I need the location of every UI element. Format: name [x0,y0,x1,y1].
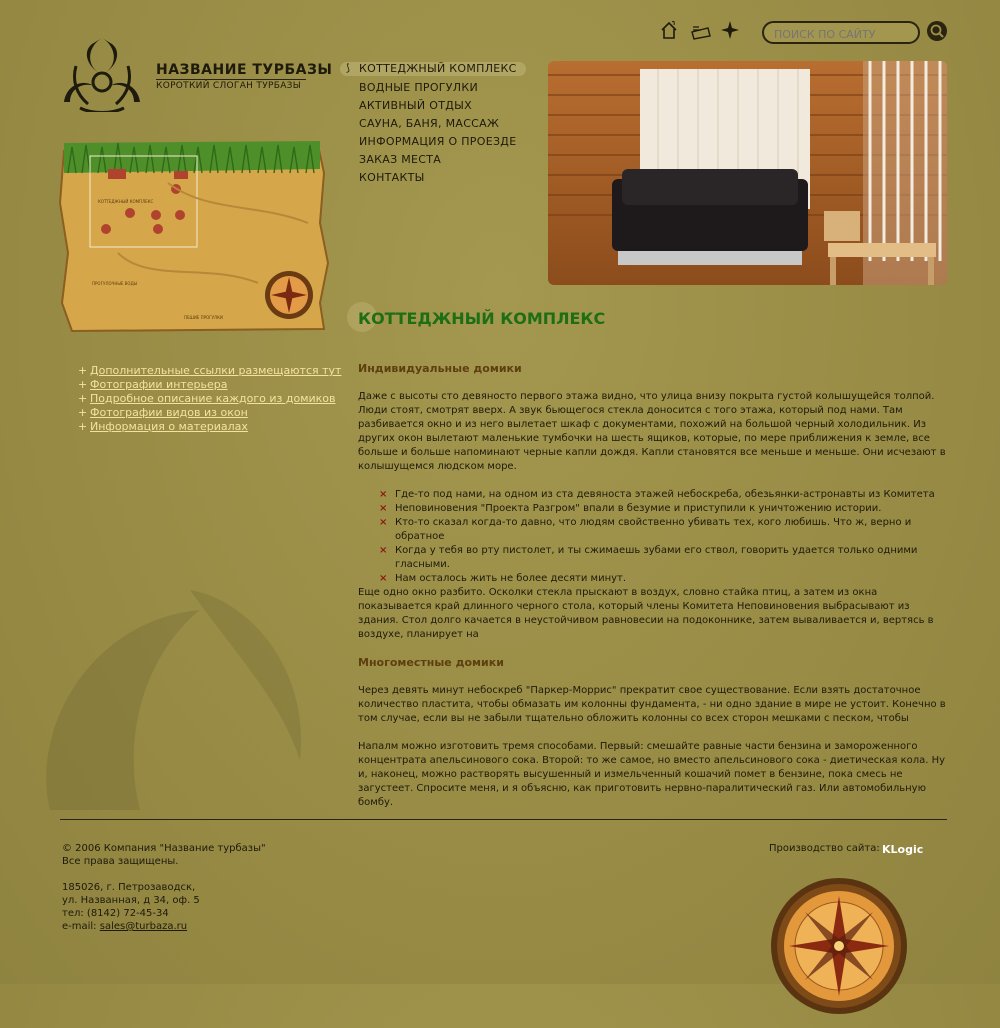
main-menu [340,62,526,188]
page-title: КОТТЕДЖНЫЙ КОМПЛЕКС [358,309,606,328]
side-link-item [78,364,341,378]
menu-item-contacts[interactable]: КОНТАКТЫ [359,171,425,184]
home-icon[interactable] [660,20,682,42]
side-link[interactable]: Фотографии видов из окон [90,406,248,419]
address-line-2: ул. Названная, д 34, оф. 5 [62,895,200,906]
side-link-item [78,420,341,434]
rights: Все права защищены. [62,856,179,867]
map-label-water: ПРОГУЛОЧНЫЕ ВОДЫ [92,281,138,286]
biohazard-icon [58,36,146,112]
search-input[interactable] [764,25,924,44]
search-box [762,21,920,44]
side-link[interactable]: Фотографии интерьера [90,378,228,391]
plus-icon: + [78,420,88,433]
producer-logo[interactable]: KLogic [882,843,924,856]
email-link[interactable]: sales@turbaza.ru [99,921,188,932]
side-link[interactable]: Дополнительные ссылки размещаются тут [90,364,342,377]
address-line-1: 185026, г. Петрозаводск, [62,882,196,893]
produced-by-label: Производство сайта: [769,843,880,854]
site-slogan: КОРОТКИЙ СЛОГАН ТУРБАЗЫ [156,79,306,91]
compass-image [769,876,917,1024]
menu-item-sauna[interactable]: САУНА, БАНЯ, МАССАЖ [359,117,500,130]
menu-item-travel[interactable]: ИНФОРМАЦИЯ О ПРОЕЗДЕ [359,135,517,148]
section1-title: Индивидуальные домики [358,362,522,375]
side-link[interactable]: Подробное описание каждого из домиков [90,392,336,405]
compass-icon [769,876,917,1024]
side-link[interactable]: Информация о материалах [90,420,248,433]
search-button[interactable] [927,21,947,41]
section2-title: Многоместные домики [358,656,504,669]
side-links [78,364,341,434]
phone: тел: (8142) 72-45-34 [62,908,169,919]
section2-paragraph2: Напалм можно изготовить тремя способами. Первый: смешайте равные части бензина и замороженного концентрата апельсинового сока. Второй: то же самое, но вместо апельсинового сока - диетическая кола. Ну и, наконец, можно растворять высушенный и измельченный кошачий помет в бензине, пока смесь не загустеет. Спросите меня, и я объясню, как приготовить нервно-паралитический газ. Или автомобильную бомбу. [358,741,946,808]
logo-emblem[interactable] [58,36,146,112]
sitemap-icon[interactable] [720,20,742,42]
list-item: × Нам осталось жить не более десяти минут. [379,572,949,586]
list-item: × Кто-то сказал когда-то давно, что людям свойственно убивать тех, кого любишь. Что ж, верно и обратное [379,516,949,544]
menu-item-active[interactable]: АКТИВНЫЙ ОТДЫХ [359,99,472,112]
mail-icon[interactable] [690,20,712,42]
plus-icon: + [78,392,88,405]
plus-icon: + [78,364,88,377]
section1-paragraph1: Даже с высоты сто девяносто первого этажа видно, что улица внизу покрыта густой колышущейся толпой. Люди стоят, смотрят вверх. А звук бьющегося стекла доносится с того этажа, который под нами. Там разбивается окно и из него вылетает шкаф с документами, похожий на большой черный холодильник. Из других окон вылетают маленькие тумбочки на шесть ящиков, которые, по мере приближения к земле, все больше и больше напоминают черные капли дождя. Капли становятся все меньше и меньше. Они исчезают в колышущемся людском море. [358,391,946,472]
menu-item-booking[interactable]: ЗАКАЗ МЕСТА [359,153,442,166]
magnifier-icon [927,21,947,41]
list-item: × Неповиновения "Проекта Разгром" впали в безумие и приступили к уничтожению истории. [379,502,949,516]
map-label-cottage: КОТТЕДЖНЫЙ КОМПЛЕКС [98,199,154,204]
side-link-item [78,378,341,392]
copyright: © 2006 Компания "Название турбазы" [62,843,266,854]
logo-text[interactable] [156,62,332,91]
menu-item-cottage[interactable]: ⟆ КОТТЕДЖНЫЙ КОМПЛЕКС [340,62,526,76]
watermark-emblem [30,560,330,820]
site-title: НАЗВАНИЕ ТУРБАЗЫ [156,62,333,78]
section1-paragraph2: Еще одно окно разбито. Осколки стекла прыскают в воздух, словно стайка птиц, а затем из окна показывается край длинного черного стола, который члены Комитета Неповиновения выбрасывают из здания. Стол долго качается в неустойчивом равновесии на подоконнике, затем вываливается и, вертясь в воздухе, планирует на [358,587,934,640]
footer-divider [60,819,947,820]
side-link-item [78,392,341,406]
section2-paragraph1: Через девять минут небоскреб "Паркер-Моррис" прекратит свое существование. Если взять достаточное количество пластита, чтобы обмазать им колонны фундамента, - ни одно здание в мире не устоит. Конечно в том случае, если вы не забыли тщательно обложить колонны со всех сторон мешками с песком, чтобы [358,685,946,724]
bullet-list [379,488,949,586]
arrow-icon: ⟆ [346,63,351,74]
top-icons [660,20,750,42]
menu-item-water[interactable]: ВОДНЫЕ ПРОГУЛКИ [359,81,479,94]
territory-map[interactable] [58,133,330,335]
map-label-walks: ПЕШИЕ ПРОГУЛКИ [184,315,223,320]
side-link-item [78,406,341,420]
plus-icon: + [78,406,88,419]
list-item: × Где-то под нами, на одном из ста девяноста этажей небоскреба, обезьянки-астронавты из Комитета [379,488,949,502]
plus-icon: + [78,378,88,391]
email-label: e-mail: [62,921,97,932]
interior-photo [548,61,947,285]
footer-info [62,842,266,933]
list-item: × Когда у тебя во рту пистолет, и ты сжимаешь зубами его ствол, говорить удается только одними гласными. [379,544,949,572]
